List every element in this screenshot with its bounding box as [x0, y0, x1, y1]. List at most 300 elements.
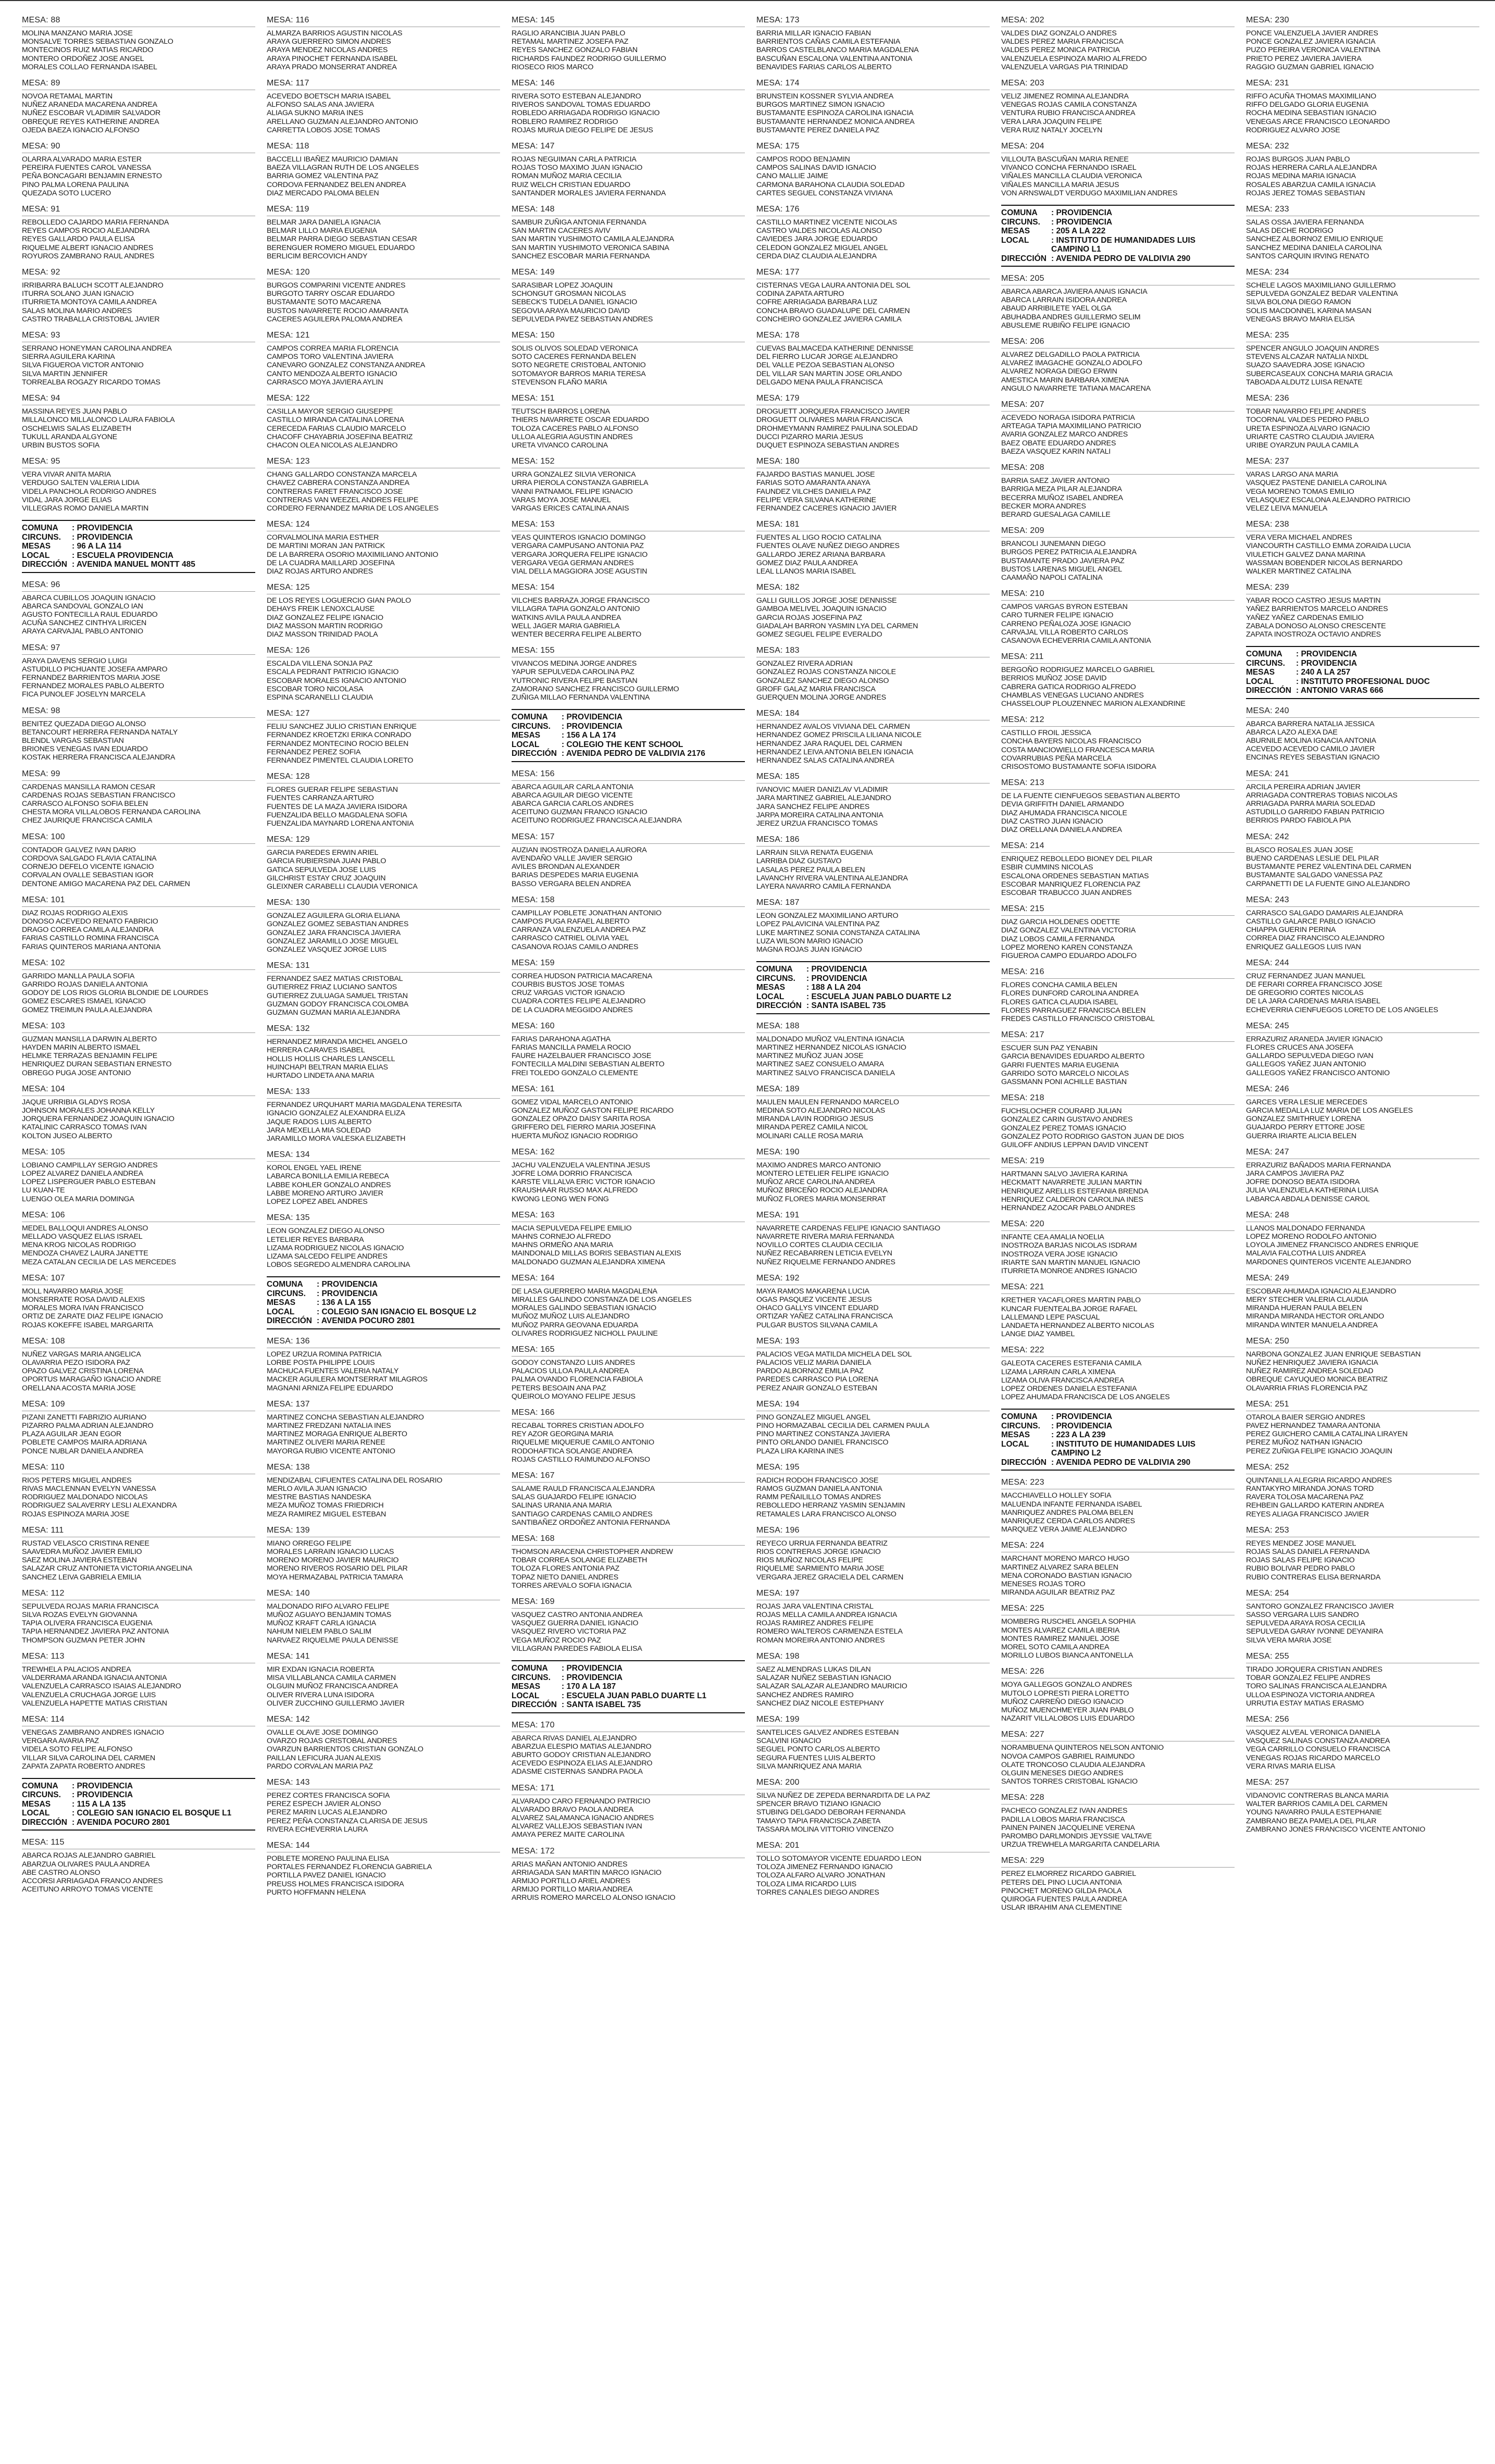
- mesa-block: [512, 394, 745, 450]
- voter-name: AVARIA GONZALEZ MARCO ANDRES: [1001, 430, 1128, 439]
- mesa-header: MESA: 137: [267, 1400, 500, 1411]
- mesa-block: [512, 1274, 745, 1338]
- voter-name: JARAMILLO MORA VALESKA ELIZABETH: [267, 1135, 406, 1143]
- voter-name: PETERS DEL PINO LUCIA ANTONIA: [1001, 1878, 1122, 1887]
- voter-name: GOMEZ TREIMUN PAULA ALEJANDRA: [22, 1005, 152, 1014]
- voter-name: SANTORO GONZALEZ FRANCISCO JAVIER: [1246, 1602, 1394, 1611]
- voter-name: PREUSS HOLMES FRANCISCA ISIDORA: [267, 1880, 404, 1888]
- voter-name: DE LA BARRERA OSORIO MAXIMILIANO ANTONIO: [267, 550, 439, 559]
- voter-name: CHAMBLAS VENEGAS LUCIANO ANDRES: [1001, 691, 1144, 700]
- voter-name: CONTRERAS VAN WEEZEL ANDRES FELIPE: [267, 495, 419, 504]
- mesa-header: MESA: 153: [512, 520, 745, 531]
- mesa-block: [756, 1526, 990, 1582]
- voter-name: ABUSLEME RUBIÑO FELIPE IGNACIO: [1001, 321, 1130, 330]
- voter-name: LLANOS MALDONADO FERNANDA: [1246, 1224, 1365, 1233]
- voter-name: TOLOZA FLORES ANTONIA PAZ: [512, 1564, 620, 1573]
- voter-name: FREDES CASTILLO FRANCISCO CRISTOBAL: [1001, 1015, 1155, 1024]
- voter-name: RADICH RODOH FRANCISCO JOSE: [756, 1476, 879, 1485]
- mesa-header: MESA: 190: [756, 1148, 990, 1159]
- voter-name: ABARCA AGUILAR DIEGO VICENTE: [512, 791, 633, 800]
- voter-name: LABARCA BONILLA EMILIA REBECA: [267, 1172, 389, 1181]
- mesa-header: MESA: 104: [22, 1085, 255, 1096]
- voter-name: BARRIA SAEZ JAVIER ANTONIO: [1001, 477, 1110, 486]
- voter-name: ADASME CISTERNAS SANDRA PAOLA: [512, 1768, 643, 1776]
- voter-name: BECERRA MUÑOZ ISABEL ANDREA: [1001, 493, 1123, 502]
- voter-name: FARIAS QUINTEROS MARIANA ANTONIA: [22, 942, 161, 951]
- voter-name: FLORES PARRAGUEZ FRANCISCA BELEN: [1001, 1006, 1146, 1015]
- voter-name: ARRIAGADA PARRA MARIA SOLEDAD: [1246, 800, 1375, 808]
- mesa-header: MESA: 162: [512, 1148, 745, 1159]
- mesa-block: [1246, 583, 1479, 639]
- field-value: : AVENIDA POCURO 2801: [317, 1316, 415, 1326]
- voter-name: FARIAS DARAHONA AGATHA: [512, 1035, 611, 1043]
- voter-name: BARROS CASTELBLANCO MARIA MAGDALENA: [756, 46, 919, 55]
- voter-name: LOBIANO CAMPILLAY SERGIO ANDRES: [22, 1161, 158, 1169]
- voter-name: SOTO NEGRETE CRISTOBAL ANTONIO: [512, 361, 646, 370]
- mesa-header: MESA: 174: [756, 79, 990, 90]
- mesa-block: [1246, 1778, 1479, 1834]
- polling-place-row: [1001, 227, 1235, 236]
- mesa-block: [1001, 1030, 1235, 1086]
- voter-name: ENRIQUEZ REBOLLEDO BIONEY DEL PILAR: [1001, 855, 1153, 864]
- voter-name: CAMPILLAY POBLETE JONATHAN ANTONIO: [512, 909, 662, 917]
- voter-name: FUCHSLOCHER COURARD JULIAN: [1001, 1107, 1122, 1116]
- voter-name: ORTIZAR YAÑEZ CATALINA FRANCISCA: [756, 1312, 893, 1321]
- mesa-header: MESA: 178: [756, 331, 990, 342]
- voter-name: CRISOSTOMO BUSTAMANTE SOFIA ISIDORA: [1001, 762, 1156, 771]
- voter-name: ACEVEDO ESPINOZA ELIAS ALEJANDRO: [512, 1759, 653, 1768]
- mesa-block: [1246, 1589, 1479, 1645]
- voter-name: MISA VILLABLANCA CAMILA CARMEN: [267, 1674, 396, 1683]
- mesa-block: [267, 1400, 500, 1455]
- mesa-block: [1001, 652, 1235, 708]
- voter-name: VALDES PEREZ MONICA PATRICIA: [1001, 46, 1120, 55]
- mesa-block: [22, 706, 255, 762]
- field-value: : PROVIDENCIA: [317, 1280, 378, 1289]
- voter-name: FUENTES CARRANZA ARTURO: [267, 794, 374, 803]
- voter-name: SILVA MANRIQUEZ ANA MARIA: [756, 1762, 862, 1771]
- mesa-header: MESA: 192: [756, 1274, 990, 1285]
- voter-name: LABBE MORENO ARTURO JAVIER: [267, 1189, 383, 1198]
- voter-name: PARDO CORVALAN MARIA PAZ: [267, 1762, 373, 1771]
- mesa-block: [1001, 1856, 1235, 1912]
- mesa-header: MESA: 182: [756, 583, 990, 594]
- voter-name: VARAS LARGO ANA MARIA: [1246, 470, 1338, 479]
- voter-name: CARRASCO CATRIEL OLIVIA YAEL: [512, 934, 629, 943]
- voter-name: SALAS DECHE RODRIGO: [1246, 227, 1334, 235]
- mesa-header: MESA: 105: [22, 1148, 255, 1159]
- voter-name: ROCHA MEDINA SEBASTIAN IGNACIO: [1246, 109, 1377, 118]
- voter-name: FLORES DUNFORD CAROLINA ANDREA: [1001, 989, 1139, 998]
- voter-name: ROJAS ESPINOZA MARIA JOSE: [22, 1510, 130, 1519]
- voter-name: DE MARTINI MORAN JAN PATRICK: [267, 542, 385, 551]
- field-value: : PROVIDENCIA: [562, 713, 623, 722]
- voter-name: BERRIOS MUÑOZ JOSE DAVID: [1001, 674, 1107, 683]
- voter-name: YOUNG NAVARRO PAULA ESTEPHANIE: [1246, 1808, 1382, 1817]
- mesa-header: MESA: 212: [1001, 715, 1235, 727]
- voter-name: FLORES CRUCES ANA JOSEFA: [1246, 1043, 1353, 1052]
- mesa-header: MESA: 103: [22, 1022, 255, 1033]
- voter-name: VALDERRAMA ARANDA IGNACIA ANTONIA: [22, 1674, 167, 1683]
- voter-name: GUZMAN MANSILLA DARWIN ALBERTO: [22, 1035, 157, 1043]
- voter-name: FERNANDEZ SAEZ MATIAS CRISTOBAL: [267, 975, 403, 984]
- voter-name: ARAYA PRADO MONSERRAT ANDREA: [267, 63, 397, 71]
- voter-name: GONZALEZ SANCHEZ DIEGO ALONSO: [756, 676, 889, 685]
- voter-name: ANGULO NAVARRETE TATIANA MACARENA: [1001, 384, 1151, 393]
- mesa-header: MESA: 122: [267, 394, 500, 405]
- voter-name: QUEZADA SOTO LUCERO: [22, 189, 111, 197]
- field-label: COMUNA: [267, 1280, 303, 1289]
- field-value: : INSTITUTO PROFESIONAL DUOC: [1296, 677, 1430, 686]
- mesa-header: MESA: 142: [267, 1715, 500, 1726]
- voter-name: CUEVAS BALMACEDA KATHERINE DENNISSE: [756, 344, 914, 353]
- voter-name: LIZAMA RODRIGUEZ NICOLAS IGNACIO: [267, 1243, 404, 1252]
- voter-name: BASCUÑAN ESCALONA VALENTINA ANTONIA: [756, 54, 913, 63]
- voter-name: MESTRE BASTIAS NANDESKA: [267, 1493, 371, 1502]
- field-value: : AVENIDA PEDRO DE VALDIVIA 2176: [562, 749, 705, 758]
- polling-place-row: [22, 1782, 255, 1791]
- voter-name: VEGA MORENO TOMAS EMILIO: [1246, 487, 1354, 496]
- polling-place-header: [267, 1276, 500, 1329]
- mesa-block: [267, 1337, 500, 1392]
- voter-name: ESBIR CUMMINS NICOLAS: [1001, 863, 1093, 872]
- voter-name: BUSTAMANTE SALGADO VANESSA PAZ: [1246, 871, 1383, 880]
- voter-name: PONCE GONZALEZ JAVIERA IGNACIA: [1246, 38, 1376, 46]
- voter-name: GALLEGOS YAÑEZ JUAN ANTONIO: [1246, 1060, 1366, 1069]
- voter-name: MEZA CATALAN CECILIA DE LAS MERCEDES: [22, 1258, 176, 1266]
- voter-name: TORO SALINAS FRANCISCA ALEJANDRA: [1246, 1682, 1387, 1691]
- field-label: MESAS: [512, 731, 541, 740]
- voter-name: OJEDA BAEZA IGNACIO ALFONSO: [22, 126, 140, 134]
- voter-name: RIOS PETERS MIGUEL ANDRES: [22, 1476, 132, 1485]
- mesa-header: MESA: 198: [756, 1652, 990, 1663]
- voter-name: FERNANDEZ CACERES IGNACIO JAVIER: [756, 504, 897, 513]
- voter-name: CASILLA MAYOR SERGIO GIUSEPPE: [267, 407, 393, 416]
- voter-name: SEPULVEDA ARAYA ROSA CECILIA: [1246, 1619, 1365, 1628]
- voter-name: DEL FIERRO LUCAR JORGE ALEJANDRO: [756, 353, 898, 362]
- voter-name: SEPULVEDA PAVEZ SEBASTIAN ANDRES: [512, 315, 653, 323]
- voter-name: PONCE VALENZUELA JAVIER ANDRES: [1246, 29, 1378, 38]
- mesa-block: [512, 583, 745, 639]
- voter-name: SAAVEDRA MUÑOZ JAVIER EMILIO: [22, 1548, 142, 1557]
- voter-name: MONTERO LETELIER FELIPE IGNACIO: [756, 1169, 889, 1178]
- voter-name: HOLLIS HOLLIS CHARLES LANSCELL: [267, 1054, 395, 1063]
- voter-name: LOPEZ ORDENES DANIELA ESTEFANIA: [1001, 1384, 1137, 1393]
- polling-place-row: [756, 965, 990, 974]
- voter-name: MIR EXDAN IGNACIA ROBERTA: [267, 1665, 375, 1674]
- voter-name: IRIARTE SAN MARTIN MANUEL IGNACIO: [1001, 1258, 1140, 1267]
- voter-name: CARRANZA VALENZUELA ANDREA PAZ: [512, 926, 646, 935]
- mesa-header: MESA: 168: [512, 1534, 745, 1546]
- mesa-block: [22, 1211, 255, 1266]
- voter-name: PINO MARTINEZ CONSTANZA JAVIERA: [756, 1430, 890, 1439]
- voter-name: CASTILLO GALARCE PABLO IGNACIO: [1246, 917, 1376, 926]
- mesa-header: MESA: 154: [512, 583, 745, 594]
- field-label: MESAS: [22, 1799, 51, 1809]
- mesa-block: [756, 1022, 990, 1077]
- voter-name: RETAMALES LARA FRANCISCO ALONSO: [756, 1510, 896, 1519]
- voter-name: BENITEZ QUEZADA DIEGO ALONSO: [22, 719, 146, 728]
- voter-name: PLAZA AGUILAR JEAN EGOR: [22, 1430, 121, 1439]
- voter-name: PORTILLA PAVEZ DANIEL IGNACIO: [267, 1871, 386, 1880]
- voter-name: ASTUDILLO GARRIDO FABIAN PATRICIO: [1246, 808, 1385, 817]
- voter-name: SANTOS CARQUIN IRVING RENATO: [1246, 252, 1369, 260]
- voter-name: FAURE HAZELBAUER FRANCISCO JOSE: [512, 1052, 652, 1061]
- voter-name: URIARTE CASTRO CLAUDIA JAVIERA: [1246, 432, 1374, 441]
- voter-name: DROGUETT OLIVARES MARIA FRANCISCA: [756, 416, 903, 425]
- mesa-block: [512, 1471, 745, 1527]
- polling-place-row: [22, 533, 255, 542]
- voter-name: URETA VIVANCO CAROLINA: [512, 441, 608, 450]
- voter-name: CONTADOR GALVEZ IVAN DARIO: [22, 845, 136, 854]
- field-label: LOCAL: [512, 1691, 540, 1700]
- field-label: DIRECCIÓN: [22, 1818, 67, 1827]
- mesa-header: MESA: 99: [22, 769, 255, 781]
- voter-name: MOLINA MANZANO MARIA JOSE: [22, 29, 133, 38]
- mesa-block: [1001, 1478, 1235, 1534]
- voter-name: GONZALEZ OPAZO DAISY SARITA ROSA: [512, 1115, 651, 1124]
- voter-name: SANCHEZ ESCOBAR MARIA FERNANDA: [512, 252, 650, 260]
- voter-name: BELMAR JARA DANIELA IGNACIA: [267, 218, 381, 227]
- voter-name: CABRERA GATICA RODRIGO ALFREDO: [1001, 682, 1136, 691]
- mesa-header: MESA: 143: [267, 1778, 500, 1789]
- voter-name: STUBING DELGADO DEBORAH FERNANDA: [756, 1808, 906, 1817]
- voter-name: PURTO HOFFMANN HELENA: [267, 1888, 366, 1897]
- voter-name: CARVAJAL VILLA ROBERTO CARLOS: [1001, 628, 1128, 637]
- mesa-header: MESA: 208: [1001, 463, 1235, 475]
- mesa-header: MESA: 184: [756, 709, 990, 720]
- mesa-block: [267, 1589, 500, 1645]
- voter-name: ESCOBAR MANRIQUEZ FLORENCIA PAZ: [1001, 880, 1141, 889]
- field-value: : PROVIDENCIA: [317, 1289, 378, 1298]
- polling-place-row: [512, 740, 745, 750]
- voter-name: MACCHIAVELLO HOLLEY SOFIA: [1001, 1491, 1112, 1500]
- voter-name: CUADRA CORTES FELIPE ALEJANDRO: [512, 997, 646, 1006]
- field-value: : INSTITUTO DE HUMANIDADES LUIS CAMPINO L2: [1051, 1439, 1195, 1458]
- mesa-block: [756, 835, 990, 891]
- mesa-block: [267, 772, 500, 828]
- voter-name: SCHELE LAGOS MAXIMILIANO GUILLERMO: [1246, 281, 1396, 290]
- voter-name: CISTERNAS VEGA LAURA ANTONIA DEL SOL: [756, 281, 911, 290]
- voter-name: GOMEZ SEGUEL FELIPE EVERALDO: [756, 630, 882, 639]
- voter-name: PEREZ ANAIR GONZALO ESTEBAN: [756, 1384, 877, 1392]
- voter-name: GALLI GUILLOS JORGE JOSE DENNISSE: [756, 596, 897, 605]
- mesa-header: MESA: 156: [512, 769, 745, 781]
- voter-name: THOMSON ARACENA CHRISTOPHER ANDREW: [512, 1548, 673, 1557]
- voter-name: URZUA TREWHELA MARGARITA CANDELARIA: [1001, 1840, 1160, 1849]
- field-label: CIRCUNS.: [512, 1673, 551, 1682]
- polling-place-row: [1246, 659, 1479, 668]
- voter-name: CARRETTA LOBOS JOSE TOMAS: [267, 126, 380, 134]
- voter-name: GARCIA ROJAS JOSEFINA PAZ: [756, 613, 862, 622]
- mesa-header: MESA: 251: [1246, 1400, 1479, 1411]
- voter-name: MACKER AGUILERA MONTSERRAT MILAGROS: [267, 1375, 428, 1384]
- mesa-block: [1001, 1093, 1235, 1149]
- mesa-block: [756, 16, 990, 71]
- voter-name: SPENCER ANGULO JOAQUIN ANDRES: [1246, 344, 1379, 353]
- mesa-block: [756, 1085, 990, 1140]
- voter-name: ITURRIETA MONROE ANDRES IGNACIO: [1001, 1267, 1137, 1276]
- voter-name: SANTANDER MORALES JAVIERA FERNANDA: [512, 189, 666, 197]
- voter-name: ROJAS TOSO MAXIMO JUAN IGNACIO: [512, 164, 643, 172]
- voter-name: COSTA MANCIOWIELLO FRANCESCA MARIA: [1001, 745, 1155, 754]
- voter-name: MARCHANT MORENO MARCO HUGO: [1001, 1554, 1129, 1563]
- voter-name: HERNANDEZ AVALOS VIVIANA DEL CARMEN: [756, 723, 910, 731]
- mesa-block: [512, 268, 745, 323]
- voter-name: ACCORSI ARRIAGADA FRANCO ANDRES: [22, 1877, 163, 1886]
- voter-name: YUTRONIC RIVERA FELIPE BASTIAN: [512, 676, 638, 685]
- voter-name: CODINA ZAPATA ARTURO: [756, 290, 844, 298]
- voter-name: NORAMBUENA QUINTEROS NELSON ANTONIO: [1001, 1744, 1164, 1752]
- voter-name: NUÑEZ ESCOBAR VLADIMIR SALVADOR: [22, 109, 161, 118]
- voter-name: SANCHEZ ANDRES RAMIRO: [756, 1690, 854, 1699]
- polling-place-row: [22, 1818, 255, 1827]
- mesa-block: [1001, 1541, 1235, 1597]
- field-value: : PROVIDENCIA: [562, 1673, 623, 1682]
- voter-name: RAMOS GUZMAN DANIELA ANTONIA: [756, 1485, 882, 1494]
- mesa-header: MESA: 210: [1001, 589, 1235, 601]
- voter-name: RIVEROS SANDOVAL TOMAS EDUARDO: [512, 101, 651, 109]
- voter-name: IGNACIO GONZALEZ ALEXANDRA ELIZA: [267, 1109, 405, 1118]
- voter-name: OVARZO ROJAS CRISTOBAL ANDRES: [267, 1737, 397, 1746]
- voter-name: REY AZOR GEORGINA MARIA: [512, 1430, 614, 1439]
- mesa-header: MESA: 213: [1001, 778, 1235, 790]
- voter-name: OLGUIN MUÑOZ FRANCISCA ANDREA: [267, 1682, 398, 1691]
- voter-name: MORALES COLLAO FERNANDA ISABEL: [22, 63, 157, 71]
- mesa-header: MESA: 242: [1246, 832, 1479, 844]
- voter-name: BURGOS MARTINEZ SIMON IGNACIO: [756, 101, 885, 109]
- voter-name: CHACON OLEA NICOLAS ALEJANDRO: [267, 441, 398, 450]
- mesa-block: [267, 205, 500, 260]
- voter-name: URRUTIA ESTAY MATIAS ERASMO: [1246, 1699, 1364, 1708]
- mesa-block: [512, 79, 745, 134]
- voter-name: CARDENAS ROJAS SEBASTIAN FRANCISCO: [22, 791, 176, 800]
- mesa-block: [1246, 769, 1479, 825]
- voter-name: VELEZ LEIVA MANUELA: [1246, 504, 1328, 513]
- voter-name: GONZALEZ SMITHRUEY LORENA: [1246, 1115, 1361, 1124]
- voter-name: MANRIQUEZ ANDRES PALOMA BELEN: [1001, 1508, 1133, 1517]
- voter-name: ROJAS NEGUIMAN CARLA PATRICIA: [512, 155, 637, 164]
- mesa-block: [512, 142, 745, 197]
- field-label: CIRCUNS.: [1001, 217, 1040, 227]
- voter-name: SOLIS OLIVOS SOLEDAD VERONICA: [512, 344, 638, 353]
- voter-name: ALMARZA BARRIOS AGUSTIN NICOLAS: [267, 29, 403, 38]
- voter-name: RECABAL TORRES CRISTIAN ADOLFO: [512, 1422, 644, 1430]
- voter-name: MAYA RAMOS MAKARENA LUCIA: [756, 1287, 869, 1296]
- voter-name: RAGLIO ARANCIBIA JUAN PABLO: [512, 29, 626, 38]
- mesa-block: [756, 1400, 990, 1455]
- field-label: DIRECCIÓN: [1001, 1458, 1046, 1467]
- mesa-block: [512, 895, 745, 951]
- voter-name: QUIROGA FUENTES PAULA ANDREA: [1001, 1895, 1127, 1904]
- voter-name: ESCOBAR AHUMADA IGNACIO ALEJANDRO: [1246, 1287, 1397, 1296]
- voter-name: MERY STECHER VALERIA CLAUDIA: [1246, 1296, 1368, 1304]
- field-value: : PROVIDENCIA: [806, 974, 868, 983]
- voter-name: WATKINS AVILA PAULA ANDREA: [512, 613, 621, 622]
- voter-name: CORDOVA FERNANDEZ BELEN ANDREA: [267, 180, 406, 189]
- voter-name: GODOY DE LOS RIOS GLORIA BLONDIE DE LOURDES: [22, 989, 208, 998]
- mesa-block: [22, 895, 255, 951]
- voter-name: PETERS BESOAIN ANA PAZ: [512, 1384, 606, 1392]
- voter-name: SALAZAR CRUZ ANTONIETA VICTORIA ANGELINA: [22, 1564, 193, 1573]
- voter-name: GONZALEZ JARAMILLO JOSE MIGUEL: [267, 937, 398, 945]
- mesa-header: MESA: 88: [22, 16, 255, 27]
- voter-name: POBLETE CAMPOS MAIRA ADRIANA: [22, 1438, 147, 1447]
- mesa-header: MESA: 228: [1001, 1793, 1235, 1805]
- voter-name: FLORES GUERAR FELIPE SEBASTIAN: [267, 786, 398, 794]
- field-value: : COLEGIO SAN IGNACIO EL BOSQUE L2: [317, 1307, 477, 1316]
- voter-name: FUENTES OLAVE NUÑEZ DIEGO ANDRES: [756, 542, 900, 551]
- voter-name: DEL VILLAR SAN MARTIN JOSE ORLANDO: [756, 369, 902, 378]
- field-label: DIRECCIÓN: [1001, 254, 1046, 263]
- voter-name: VASQUEZ RIVERO VICTORIA PAZ: [512, 1627, 627, 1636]
- voter-name: HERRERA CARAVES ISABEL: [267, 1046, 365, 1055]
- voter-name: LOPEZ URZUA ROMINA PATRICIA: [267, 1350, 382, 1359]
- voter-name: ROJAS CASTILLO RAIMUNDO ALFONSO: [512, 1455, 650, 1464]
- voter-name: RAVERA TOLOSA MACARENA PAZ: [1246, 1493, 1364, 1502]
- voter-name: ENRIQUEZ GALLEGOS LUIS IVAN: [1246, 942, 1361, 951]
- field-value: : ESCUELA JUAN PABLO DUARTE L1: [562, 1691, 707, 1700]
- voter-name: CERDA DIAZ CLAUDIA ALEJANDRA: [756, 252, 877, 260]
- mesa-block: [267, 79, 500, 134]
- voter-name: MIRALLES GALINDO CONSTANZA DE LOS ANGELES: [512, 1296, 692, 1304]
- voter-name: REYES GALLARDO PAULA ELISA: [22, 235, 135, 244]
- voter-name: MAGNANI ARNIZA FELIPE EDUARDO: [267, 1384, 393, 1392]
- voter-name: ERRAZURIZ ARANEDA JAVIER IGNACIO: [1246, 1035, 1383, 1043]
- voter-name: ROJAS SALAS FELIPE IGNACIO: [1246, 1556, 1355, 1565]
- voter-name: PEREZ ZUÑIGA FELIPE IGNACIO JOAQUIN: [1246, 1447, 1392, 1455]
- voter-name: OGAS PASQUEZ VICENTE JESUS: [756, 1296, 872, 1304]
- voter-name: MAULEN MAULEN FERNANDO MARCELO: [756, 1098, 899, 1106]
- voter-name: STEVENS ALCAZAR NATALIA NIXDL: [1246, 353, 1368, 362]
- mesa-block: [512, 205, 745, 260]
- mesa-header: MESA: 218: [1001, 1093, 1235, 1105]
- voter-name: PIZANI ZANETTI FABRIZIO AURIANO: [22, 1413, 146, 1422]
- voter-name: RETAMAL MARTINEZ JOSEFA PAZ: [512, 38, 629, 46]
- field-value: : PROVIDENCIA: [806, 965, 868, 974]
- mesa-header: MESA: 257: [1246, 1778, 1479, 1789]
- voter-name: LEON GONZALEZ MAXIMILIANO ARTURO: [756, 912, 899, 920]
- voter-name: AVILES BRONDAN ALEXANDER: [512, 863, 620, 872]
- voter-name: RODRIGUEZ MALDONADO NICOLAS: [22, 1493, 148, 1502]
- mesa-block: [756, 1652, 990, 1708]
- voter-name: RIFFO DELGADO GLORIA EUGENIA: [1246, 101, 1368, 109]
- voter-name: ITURRA SOLANO JUAN IGNACIO: [22, 290, 134, 298]
- mesa-block: [512, 1211, 745, 1266]
- mesa-header: MESA: 107: [22, 1274, 255, 1285]
- voter-name: CARPANETTI DE LA FUENTE GINO ALEJANDRO: [1246, 879, 1410, 888]
- voter-name: ALIAGA SUKNO MARIA INES: [267, 109, 364, 118]
- voter-name: SASSO VERGARA LUIS SANDRO: [1246, 1611, 1359, 1620]
- field-label: LOCAL: [267, 1307, 295, 1316]
- voter-name: RODRIGUEZ ALVARO JOSE: [1246, 126, 1340, 134]
- polling-place-row: [756, 992, 990, 1002]
- voter-name: DEVIA GRIFFITH DANIEL ARMANDO: [1001, 800, 1124, 809]
- voter-name: VASQUEZ CASTRO ANTONIA ANDREA: [512, 1611, 643, 1620]
- voter-name: GUILOFF ANDIUS LEPPAN DAVID VINCENT: [1001, 1141, 1149, 1150]
- voter-name: ABAUD ARRIBILETE YAEL OLGA: [1001, 304, 1112, 313]
- voter-name: FUENTES DE LA MAZA JAVIERA ISIDORA: [267, 802, 407, 811]
- voter-name: MOLINARI CALLE ROSA MARIA: [756, 1131, 863, 1140]
- mesa-header: MESA: 211: [1001, 652, 1235, 664]
- mesa-header: MESA: 90: [22, 142, 255, 153]
- voter-name: DONOSO ACEVEDO RENATO FABRICIO: [22, 917, 158, 926]
- voter-name: SOTO CACERES FERNANDA BELEN: [512, 353, 636, 362]
- voter-name: PEREZ ELMORREZ RICARDO GABRIEL: [1001, 1870, 1136, 1878]
- mesa-header: MESA: 159: [512, 959, 745, 970]
- voter-name: RICHARDS FAUNDEZ RODRIGO GUILLERMO: [512, 54, 666, 63]
- column: [756, 16, 990, 2464]
